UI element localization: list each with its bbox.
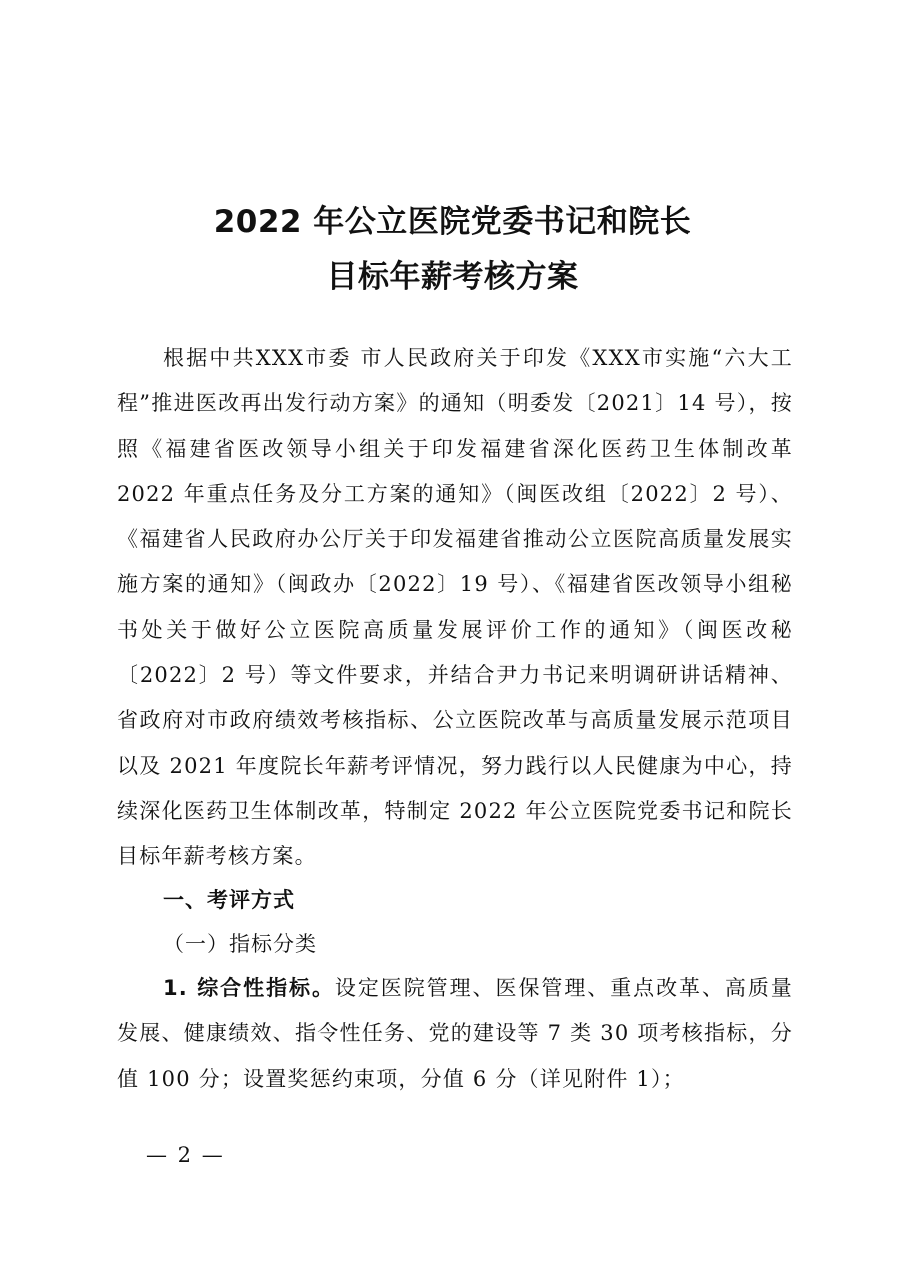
comprehensive-indicators-text: 设定医院管理、医保管理、重点改革、高质量发展、健康绩效、指令性任务、党的建设等 7 类 30 项考核指标，分值 100 分；设置奖惩约束项，分值 6 分（详见附件 1）； xyxy=(117,976,794,1091)
section-heading-evaluation-method: 一、考评方式 xyxy=(163,888,295,912)
document-title-line-2: 目标年薪考核方案 xyxy=(326,259,579,295)
document-title-line-1: 2022 年公立医院党委书记和院长 xyxy=(213,204,692,240)
subsection-heading-indicator-classification: （一）指标分类 xyxy=(163,932,317,956)
comprehensive-indicators-paragraph xyxy=(117,966,793,1102)
page-number: — 2 — xyxy=(146,1143,225,1167)
comprehensive-indicators-lead: 1. 综合性指标。 xyxy=(163,976,335,1000)
intro-paragraph: 根据中共XXX市委 市人民政府关于印发《XXX市实施“六大工程”推进医改再出发行动方案》的通知（明委发〔2021〕14 号），按照《福建省医改领导小组关于印发福建省深化医药卫生体制改革 2022 年重点任务及分工方案的通知》（闽医改组〔2022〕2 号）、《福建省人民政府办公厅关于印发福建省推动公立医院高质量发展实施方案的通知》（闽政办〔2022〕19 号）、《福建省医改领导小组秘书处关于做好公立医院高质量发展评价工作的通知》（闽医改秘〔2022〕2 号）等文件要求，并结合尹力书记来明调研讲话精神、省政府对市政府绩效考核指标、公立医院改革与高质量发展示范项目以及 2021 年度院长年薪考评情况，努力践行以人民健康为中心，持续深化医药卫生体制改革，特制定 2022 年公立医院党委书记和院长目标年薪考核方案。 xyxy=(117,346,793,869)
